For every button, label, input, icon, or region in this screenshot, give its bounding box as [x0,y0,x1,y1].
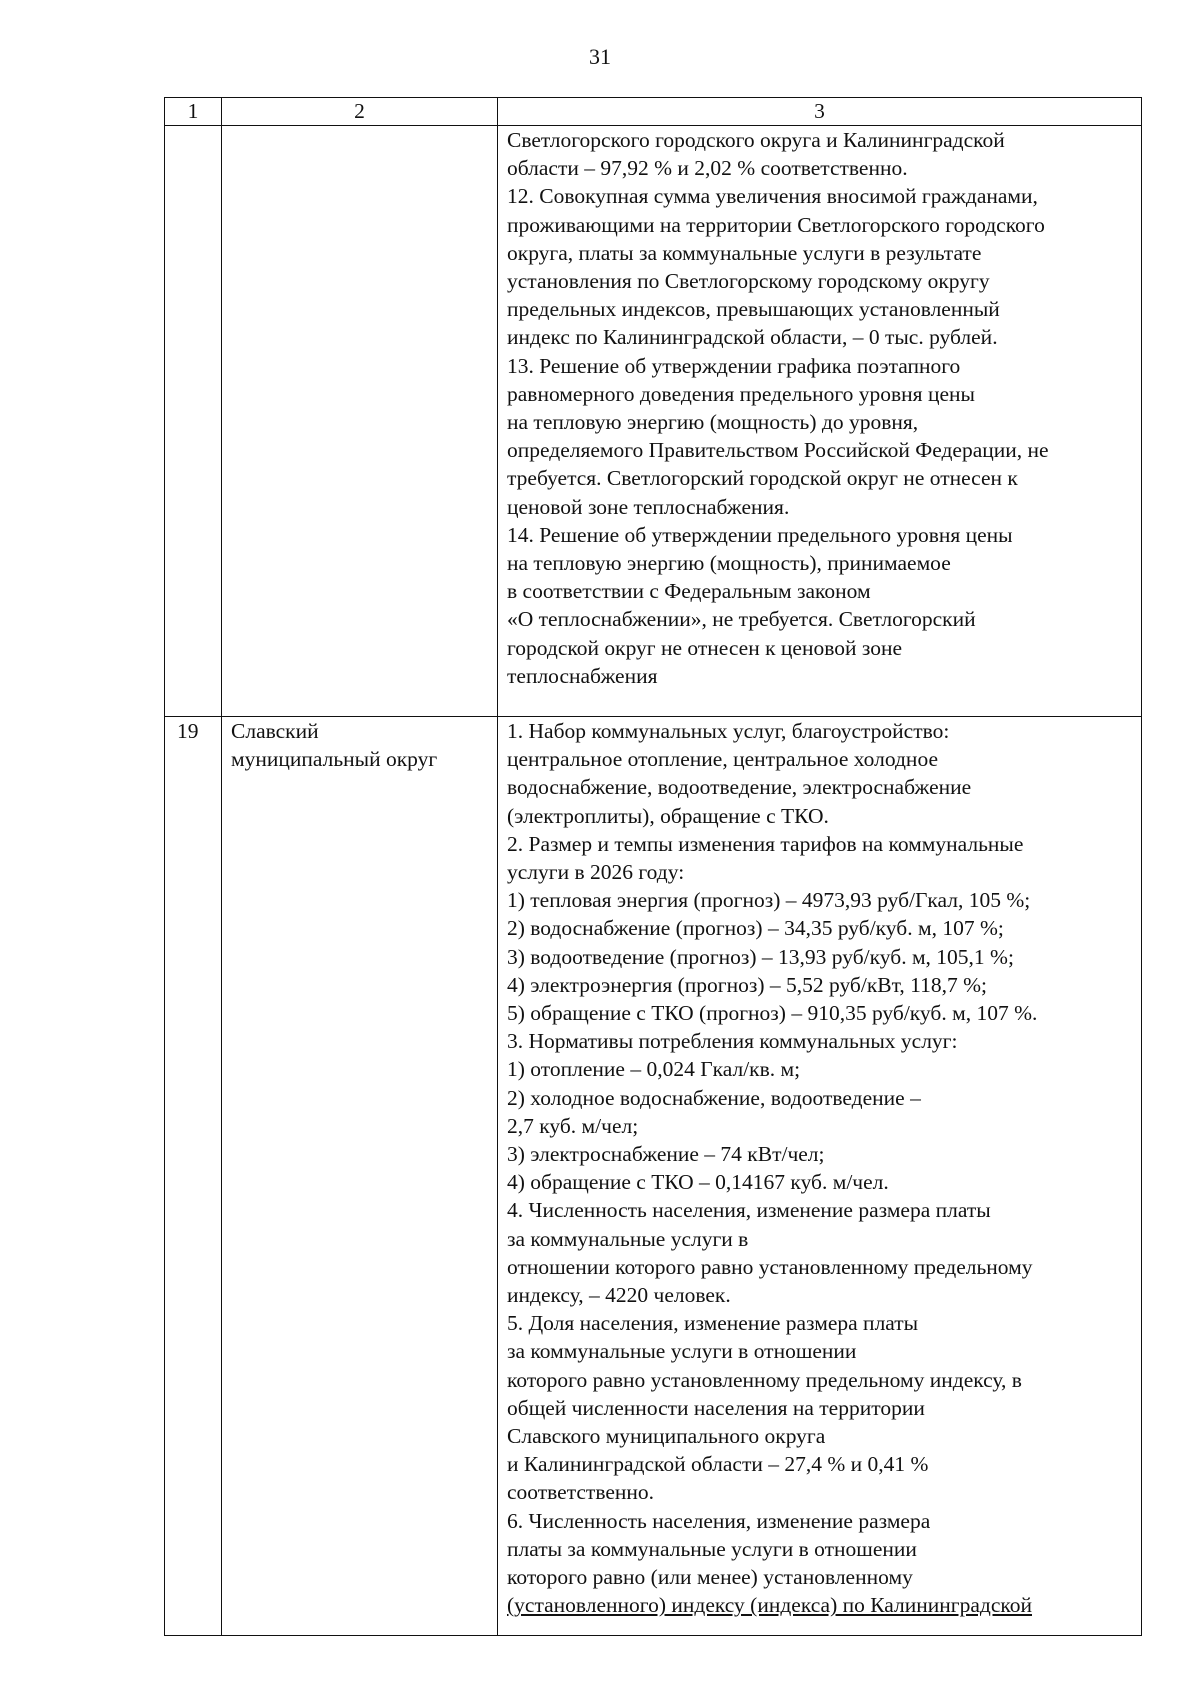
description-line: водоснабжение, водоотведение, электроснабжение [507,775,972,800]
description-line: 3) электроснабжение – 74 кВт/чел; [507,1142,825,1167]
table-header-row [165,98,1142,126]
description-line: 6. Численность населения, изменение размера [507,1508,931,1533]
description-line: 1. Набор коммунальных услуг, благоустройство: [507,719,950,743]
description-line: общей численности населения на территории [507,1395,925,1420]
header-col-2: 2 [222,98,498,126]
description-line: услуги в 2026 году: [507,860,685,885]
description-line: 2) холодное водоснабжение, водоотведение – [507,1085,921,1110]
description-line: «О теплоснабжении», не требуется. Светлогорский [507,607,976,632]
description-line: центральное отопление, центральное холодное [507,747,938,772]
description-line: Светлогорского городского округа и Калининградской [507,128,1005,152]
description-line: 14. Решение об утверждении предельного уровня цены [507,522,1013,547]
description-line: 1) тепловая энергия (прогноз) – 4973,93 руб/Гкал, 105 %; [507,888,1031,913]
description-line: отношении которого равно установленному предельному [507,1254,1033,1279]
header-col-3: 3 [498,98,1142,126]
description-line: определяемого Правительством Российской Федерации, не [507,438,1049,463]
description-line: 5. Доля населения, изменение размера платы [507,1311,919,1336]
description-line: которого равно установленному предельному индексу, в [507,1367,1022,1392]
description-line: индексу, – 4220 человек. [507,1283,731,1308]
description-line: 3. Нормативы потребления коммунальных услуг: [507,1029,958,1054]
description-line: 4) обращение с ТКО – 0,14167 куб. м/чел. [507,1170,889,1195]
description-line: предельных индексов, превышающих установленный [507,297,1000,322]
description-line: установления по Светлогорскому городскому округу [507,269,990,294]
description-line: 13. Решение об утверждении графика поэтапного [507,353,961,378]
description-line: Славского муниципального округа [507,1424,826,1449]
description-line: равномерного доведения предельного уровня цены [507,381,975,406]
description-line: городской округ не отнесен к ценовой зоне [507,635,903,660]
municipality-name-cell [222,126,498,717]
municipality-name-cell [222,717,498,1636]
description-line: 2) водоснабжение (прогноз) – 34,35 руб/куб. м, 107 %; [507,916,1004,941]
description-cell [498,126,1142,717]
row-number-cell: 19 [165,717,222,1636]
description-line: округа, платы за коммунальные услуги в результате [507,240,982,265]
description-line: которого равно (или менее) установленному [507,1565,913,1590]
description-line: на тепловую энергию (мощность) до уровня, [507,410,919,435]
description-line: в соответствии с Федеральным законом [507,579,871,604]
description-line: 4) электроэнергия (прогноз) – 5,52 руб/кВт, 118,7 %; [507,972,987,997]
table-row [165,126,1142,717]
description-line: на тепловую энергию (мощность), принимаемое [507,551,951,576]
header-col-1: 1 [165,98,222,126]
description-line: индекс по Калининградской области, – 0 тыс. рублей. [507,325,998,350]
description-line: ценовой зоне теплоснабжения. [507,494,790,519]
description-line: 2. Размер и темпы изменения тарифов на коммунальные [507,831,1024,856]
description-line: 4. Численность населения, изменение размера платы [507,1198,991,1223]
description-line: платы за коммунальные услуги в отношении [507,1536,917,1561]
description-line: проживающими на территории Светлогорского городского [507,212,1045,237]
municipality-name-line: Славский [231,719,319,743]
description-line: 12. Совокупная сумма увеличения вносимой гражданами, [507,184,1038,209]
page-number: 31 [589,44,611,69]
description-line: (установленного) индексу (индекса) по Калининградской [507,1593,1032,1618]
description-line: соответственно. [507,1480,655,1505]
description-line: и Калининградской области – 27,4 % и 0,41 % [507,1452,929,1477]
description-line: 2,7 куб. м/чел; [507,1113,639,1138]
municipality-name-line: муниципальный округ [231,747,438,772]
description-line: требуется. Светлогорский городской округ не отнесен к [507,466,1018,491]
description-cell [498,717,1142,1636]
description-line: 3) водоотведение (прогноз) – 13,93 руб/куб. м, 105,1 %; [507,944,1014,969]
description-line: 5) обращение с ТКО (прогноз) – 910,35 руб/куб. м, 107 %. [507,1001,1038,1026]
table-row [165,717,1142,1636]
document-table [164,97,1142,1636]
description-line: за коммунальные услуги в [507,1226,749,1251]
description-line: (электроплиты), обращение с ТКО. [507,803,829,828]
description-line: за коммунальные услуги в отношении [507,1339,857,1364]
description-line: теплоснабжения [507,663,658,688]
description-line: 1) отопление – 0,024 Гкал/кв. м; [507,1057,801,1082]
description-line: области – 97,92 % и 2,02 % соответственно. [507,156,908,181]
row-number-cell [165,126,222,717]
